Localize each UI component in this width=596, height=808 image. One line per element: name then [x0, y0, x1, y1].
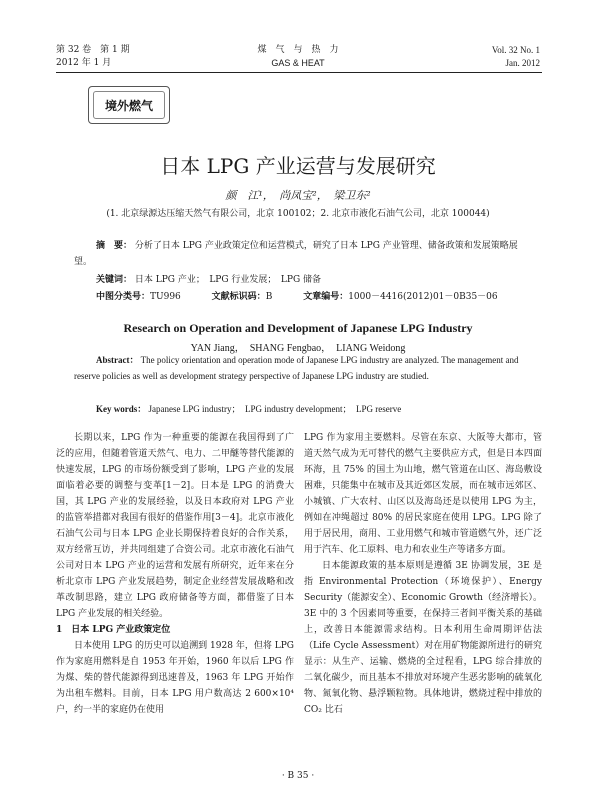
page-number: · B 35 ·: [281, 771, 315, 781]
clc-value: TU996: [150, 292, 181, 302]
keywords-cn-text: 日本 LPG 产业； LPG 行业发展； LPG 储备: [134, 275, 321, 285]
article-title-cn: 日本 LPG 产业运营与发展研究: [160, 154, 436, 178]
clc-label: 中图分类号：: [96, 292, 151, 302]
classification-line: [96, 289, 526, 302]
header-volume-en: Vol. 32 No. 1: [491, 45, 540, 55]
abstract-cn-text: 分析了日本 LPG 产业政策定位和运营模式，研究了日本 LPG 产业管理、储备政策和发展策略展望。: [74, 241, 518, 267]
keywords-en-label: Key words：: [96, 404, 147, 414]
body-column-right: [304, 430, 542, 718]
keywords-en: [96, 402, 401, 415]
section-heading: 1 日本 LPG 产业政策定位: [56, 625, 171, 635]
body-paragraph: 日本能源政策的基本原则是遵循 3E 协调发展，3E 是指 Environmental Protection（环境保护）、Energy Security（能源安全）、Economic Growth（经济增长）。3E 中的 3 个因素同等重要，在保持三者间平衡关系的基础上，改善日本能源需求结构。日本利用生命周期评估法（Life Cycle Assessment）对在用矿物能源所进行的研究显示：从生产、运输、燃烧的全过程看，LPG 综合排放的二氧化碳少，而且基本不排放对环境产生恶劣影响的硫氧化物、氮氧化物、悬浮颗粒物。具体地讲，燃烧过程中排放的 CO₂ 比石: [304, 561, 542, 715]
body-paragraph: 日本使用 LPG 的历史可以追溯到 1928 年，但将 LPG 作为家庭用燃料是自 1953 年开始，1960 年以后 LPG 作为煤、柴的替代能源得到迅速普及，1963 年 LPG 开始作为出租车燃料。目前，日本 LPG 用户数高达 2 600×10⁴ 户，约一半的家庭仍在使用: [56, 641, 294, 715]
keywords-en-text: Japanese LPG industry； LPG industry development； LPG reserve: [148, 404, 402, 414]
keywords-cn-label: 关键词：: [96, 275, 133, 285]
body-paragraph: 长期以来，LPG 作为一种重要的能源在我国得到了广泛的应用，但随着管道天然气、电力、二甲醚等替代能源的快速发展，LPG 的市场份额受到了影响，LPG 产业的发展面临着必要的调整与变革[1－2]。日本是 LPG 的消费大国，其 LPG 产业的发展经验，以及日本政府对 LPG 产业的监管举措都对我国有很好的借鉴作用[3－4]。北京市液化石油气公司与日本 LPG 企业长期保持着良好的合作关系，双方经常互访，并共同组建了合资公司。北京市液化石油气公司对日本 LPG 产业的运营和发展有所研究，近年来在分析北京市 LPG 产业发展趋势，制定企业经营发展战略和改革改制思路，建立 LPG 政府储备等方面，都借鉴了日本 LPG 产业发展的相关经验。: [56, 433, 294, 619]
affiliation-cn: (1. 北京绿源达压缩天然气有限公司，北京 100102；2. 北京市液化石油气公司，北京 100044): [106, 209, 490, 219]
body-column-left: [56, 430, 294, 718]
article-number-label: 文章编号：: [303, 292, 349, 302]
abstract-en-text: The policy orientation and operation mode of Japanese LPG industry are analyzed. The management and reserve policies as well as development strategy perspective of Japanese LPG industry are studied.: [74, 355, 519, 381]
doc-code-label: 文献标识码：: [211, 292, 266, 302]
header-date: 2012 年 1 月: [56, 58, 112, 68]
abstract-cn: [74, 238, 526, 270]
abstract-en-label: Abstract：: [96, 355, 139, 365]
abstract-cn-label: 摘 要：: [96, 241, 133, 251]
keywords-cn: [96, 272, 321, 285]
column-tag: 境外燃气: [93, 91, 165, 119]
header-date-en: Jan. 2012: [505, 58, 540, 68]
article-number-value: 1000－4416(2012)01－0B35－06: [348, 292, 498, 302]
header-journal-name-en: GAS & HEAT: [271, 58, 325, 68]
doc-code-value: B: [265, 292, 273, 302]
header-journal-name-cn: 煤 气 与 热 力: [257, 45, 339, 55]
column-tag-frame: [88, 86, 170, 124]
header-rule: [56, 72, 542, 73]
abstract-en: [74, 352, 526, 384]
authors-en: YAN Jiang， SHANG Fengbao， LIANG Weidong: [190, 343, 406, 354]
article-title-en: Research on Operation and Development of Japanese LPG Industry: [123, 321, 473, 335]
authors-cn: 颜 江¹， 尚凤宝²， 梁卫东²: [225, 189, 371, 202]
header-volume-issue: 第 32 卷 第 1 期: [56, 45, 130, 55]
body-paragraph: LPG 作为家用主要燃料。尽管在东京、大阪等大都市，管道天然气成为无可替代的燃气主要供应方式，但是日本四面环海，且 75% 的国土为山地，燃气管道在山区、海岛敷设困难，只能集中在城市及其近郊区发展，而在城市远郊区、小城镇、广大农村、山区以及海岛还是以使用 LPG 为主，例如在冲绳超过 80% 的居民家庭在使用 LPG。LPG 除了用于居民用，商用、工业用燃气和城市管道燃气外，还广泛用于汽车、化工原料、电力和农业生产等诸多方面。: [304, 433, 542, 555]
